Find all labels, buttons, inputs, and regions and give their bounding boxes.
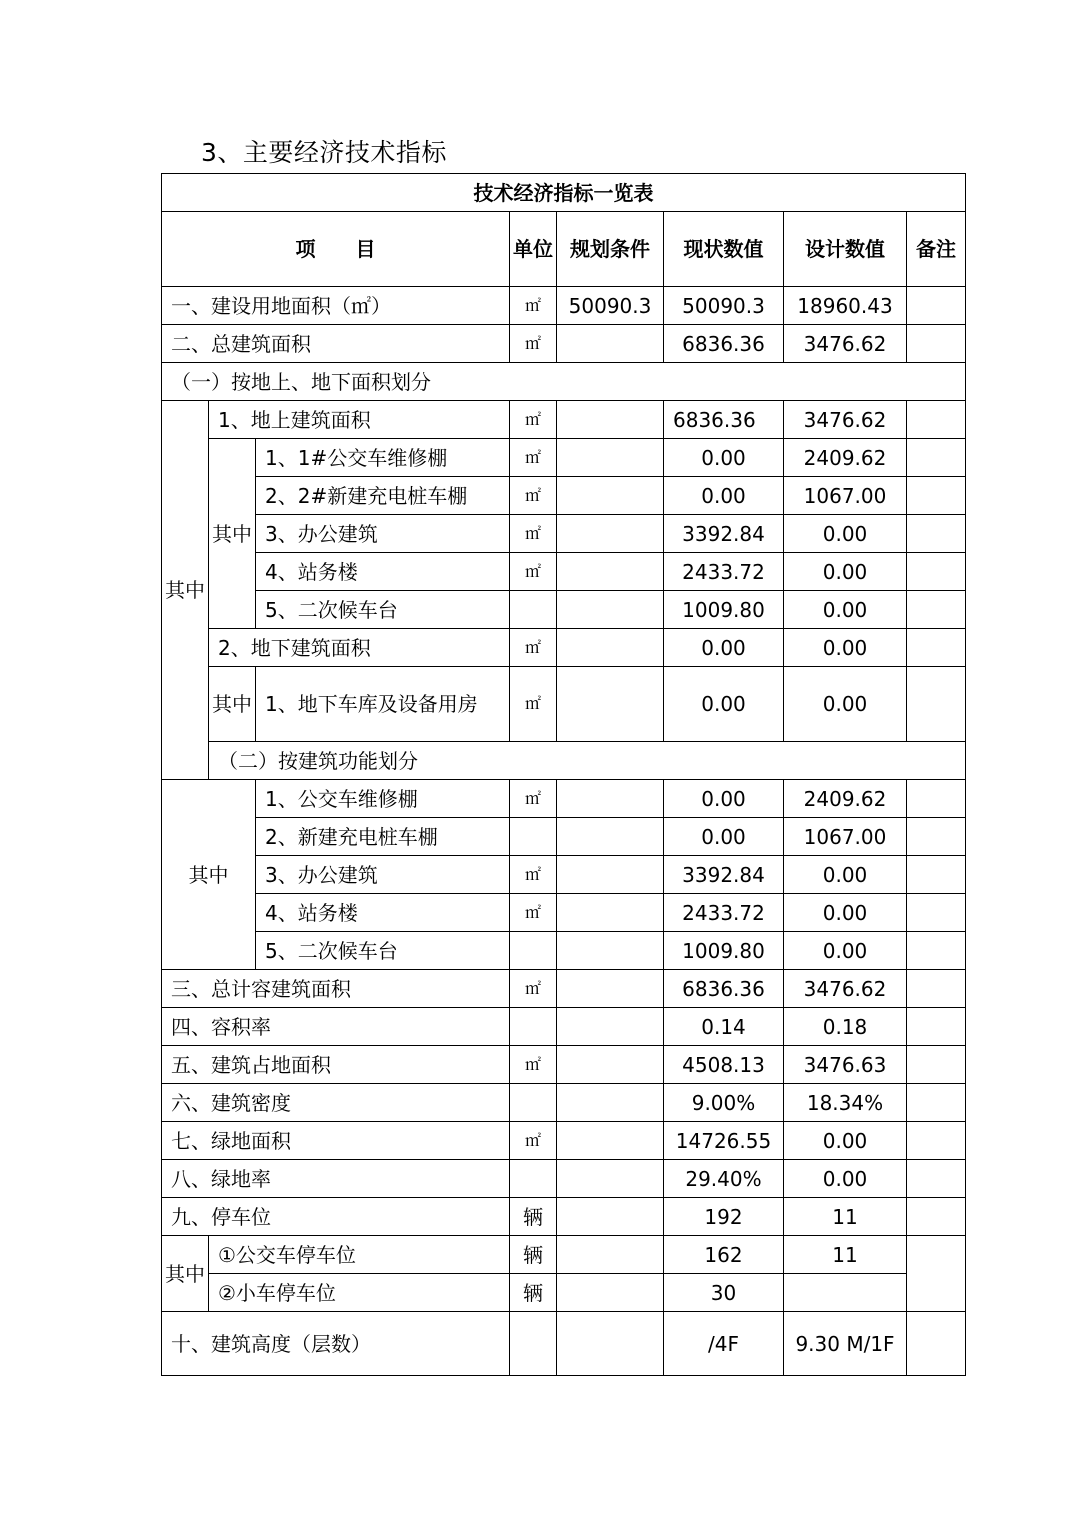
row-label: 3、办公建筑 [256, 515, 510, 553]
row-unit: ㎡ [510, 401, 557, 439]
row-unit: 辆 [510, 1274, 557, 1312]
row-label: 4、站务楼 [256, 894, 510, 932]
table-row [162, 1084, 966, 1122]
row-label: 九、停车位 [162, 1198, 510, 1236]
row-current: 162 [664, 1236, 784, 1274]
table-row [162, 515, 966, 553]
row-label: ①公交车停车位 [209, 1236, 510, 1274]
row-plan [557, 1008, 664, 1046]
table-row [162, 439, 966, 477]
row-design: 11 [784, 1236, 907, 1274]
row-label: 五、建筑占地面积 [162, 1046, 510, 1084]
row-unit: ㎡ [510, 970, 557, 1008]
row-current: 6836.36 [664, 325, 784, 363]
row-unit: ㎡ [510, 515, 557, 553]
row-plan [557, 1312, 664, 1376]
row-design: 1067.00 [784, 818, 907, 856]
table-row [162, 970, 966, 1008]
row-label: 1、1#公交车维修棚 [256, 439, 510, 477]
row-design: 11 [784, 1198, 907, 1236]
row-plan [557, 1274, 664, 1312]
row-plan [557, 1046, 664, 1084]
row-design: 0.18 [784, 1008, 907, 1046]
qizhong-parking-label: 其中 [162, 1236, 209, 1312]
row-note [907, 439, 966, 477]
table-row [162, 325, 966, 363]
row-unit [510, 1008, 557, 1046]
table-title: 技术经济指标一览表 [162, 174, 966, 212]
row-note [907, 1312, 966, 1376]
row-note [907, 1236, 966, 1312]
row-plan [557, 591, 664, 629]
row-label: 1、地下车库及设备用房 [256, 667, 510, 742]
row-design [784, 1274, 907, 1312]
row-plan [557, 1198, 664, 1236]
row-note [907, 1084, 966, 1122]
row-current: 0.14 [664, 1008, 784, 1046]
row-label: 3、办公建筑 [256, 856, 510, 894]
row-design: 0.00 [784, 553, 907, 591]
row-unit: ㎡ [510, 325, 557, 363]
table-row [162, 1046, 966, 1084]
row-unit [510, 932, 557, 970]
row-current: 0.00 [664, 818, 784, 856]
row-design: 1067.00 [784, 477, 907, 515]
qizhong-horizontal-label: 其中 [162, 780, 256, 970]
row-design: 0.00 [784, 591, 907, 629]
row-current: /4F [664, 1312, 784, 1376]
table-row [162, 856, 966, 894]
table-row [162, 894, 966, 932]
row-current: 30 [664, 1274, 784, 1312]
row-note [907, 553, 966, 591]
row-unit [510, 1160, 557, 1198]
row-plan [557, 439, 664, 477]
row-current: 0.00 [664, 780, 784, 818]
row-plan [557, 894, 664, 932]
row-note [907, 515, 966, 553]
row-current: 2433.72 [664, 553, 784, 591]
row-design: 3476.62 [784, 401, 907, 439]
row-unit: ㎡ [510, 439, 557, 477]
row-unit: ㎡ [510, 780, 557, 818]
row-note [907, 780, 966, 818]
qizhong-vertical-label: 其中 [162, 401, 209, 780]
row-current: 0.00 [664, 629, 784, 667]
row-plan [557, 780, 664, 818]
section-label: （二）按建筑功能划分 [209, 742, 966, 780]
row-note [907, 856, 966, 894]
table-row [162, 591, 966, 629]
row-plan [557, 667, 664, 742]
row-unit: ㎡ [510, 894, 557, 932]
row-label: 四、容积率 [162, 1008, 510, 1046]
row-design: 3476.63 [784, 1046, 907, 1084]
row-design: 2409.62 [784, 439, 907, 477]
row-plan [557, 477, 664, 515]
row-design: 0.00 [784, 932, 907, 970]
table-row [162, 477, 966, 515]
header-design: 设计数值 [784, 212, 907, 287]
table-title-row [162, 174, 966, 212]
section-heading: 3、主要经济技术指标 [201, 138, 447, 167]
row-unit: ㎡ [510, 287, 557, 325]
row-note [907, 629, 966, 667]
row-label: 二、总建筑面积 [162, 325, 510, 363]
table-row [162, 818, 966, 856]
row-label: 七、绿地面积 [162, 1122, 510, 1160]
section-row [162, 742, 966, 780]
row-label: 十、建筑高度（层数） [162, 1312, 510, 1376]
row-unit: ㎡ [510, 1046, 557, 1084]
row-unit: 辆 [510, 1198, 557, 1236]
row-note [907, 591, 966, 629]
section-row [162, 363, 966, 401]
row-current: 6836.36 [664, 401, 784, 439]
row-note [907, 970, 966, 1008]
row-plan [557, 856, 664, 894]
table-row [162, 287, 966, 325]
row-current: 9.00% [664, 1084, 784, 1122]
table-row [162, 780, 966, 818]
row-current: 3392.84 [664, 856, 784, 894]
row-design: 2409.62 [784, 780, 907, 818]
indicator-table [161, 173, 966, 1376]
qizhong-sub-label: 其中 [209, 667, 256, 742]
row-label: 三、总计容建筑面积 [162, 970, 510, 1008]
row-note [907, 1122, 966, 1160]
row-note [907, 667, 966, 742]
row-label: 5、二次候车台 [256, 591, 510, 629]
row-note [907, 894, 966, 932]
header-item: 项 目 [162, 212, 510, 287]
row-current: 29.40% [664, 1160, 784, 1198]
row-current: 14726.55 [664, 1122, 784, 1160]
row-plan: 50090.3 [557, 287, 664, 325]
header-unit: 单位 [510, 212, 557, 287]
row-design: 0.00 [784, 515, 907, 553]
row-plan [557, 515, 664, 553]
row-plan [557, 401, 664, 439]
row-note [907, 818, 966, 856]
row-note [907, 932, 966, 970]
row-unit: ㎡ [510, 667, 557, 742]
row-plan [557, 1236, 664, 1274]
row-design: 0.00 [784, 1122, 907, 1160]
row-note [907, 287, 966, 325]
table-row [162, 629, 966, 667]
row-unit: 辆 [510, 1236, 557, 1274]
row-design: 0.00 [784, 629, 907, 667]
row-design: 9.30 M/1F [784, 1312, 907, 1376]
row-design: 3476.62 [784, 325, 907, 363]
row-plan [557, 1122, 664, 1160]
table-row [162, 1160, 966, 1198]
row-current: 4508.13 [664, 1046, 784, 1084]
header-current: 现状数值 [664, 212, 784, 287]
row-label: 1、公交车维修棚 [256, 780, 510, 818]
row-label: 六、建筑密度 [162, 1084, 510, 1122]
row-label: 一、建设用地面积（㎡） [162, 287, 510, 325]
row-current: 0.00 [664, 439, 784, 477]
table-row [162, 1198, 966, 1236]
row-unit [510, 1084, 557, 1122]
row-design: 0.00 [784, 667, 907, 742]
row-plan [557, 629, 664, 667]
row-unit: ㎡ [510, 477, 557, 515]
row-label: 2、地下建筑面积 [209, 629, 510, 667]
row-design: 18.34% [784, 1084, 907, 1122]
row-current: 3392.84 [664, 515, 784, 553]
row-note [907, 1198, 966, 1236]
row-label: ②小车停车位 [209, 1274, 510, 1312]
row-current: 50090.3 [664, 287, 784, 325]
row-current: 0.00 [664, 477, 784, 515]
row-current: 1009.80 [664, 591, 784, 629]
row-label: 4、站务楼 [256, 553, 510, 591]
row-plan [557, 1084, 664, 1122]
row-note [907, 1008, 966, 1046]
table-row [162, 1274, 966, 1312]
row-note [907, 1046, 966, 1084]
row-current: 2433.72 [664, 894, 784, 932]
row-label: 2、2#新建充电桩车棚 [256, 477, 510, 515]
header-row [162, 212, 966, 287]
row-unit: ㎡ [510, 856, 557, 894]
table-row [162, 1312, 966, 1376]
row-plan [557, 932, 664, 970]
row-design: 3476.62 [784, 970, 907, 1008]
row-note [907, 325, 966, 363]
row-unit [510, 818, 557, 856]
row-plan [557, 553, 664, 591]
row-unit: ㎡ [510, 629, 557, 667]
header-note: 备注 [907, 212, 966, 287]
row-note [907, 477, 966, 515]
table-row [162, 553, 966, 591]
row-unit: ㎡ [510, 1122, 557, 1160]
row-plan [557, 325, 664, 363]
row-design: 0.00 [784, 856, 907, 894]
row-unit [510, 591, 557, 629]
qizhong-sub-label: 其中 [209, 439, 256, 629]
row-unit [510, 1312, 557, 1376]
row-current: 192 [664, 1198, 784, 1236]
header-plan: 规划条件 [557, 212, 664, 287]
section-label: （一）按地上、地下面积划分 [162, 363, 966, 401]
row-design: 0.00 [784, 894, 907, 932]
table-row [162, 1008, 966, 1046]
row-note [907, 401, 966, 439]
row-plan [557, 970, 664, 1008]
row-design: 18960.43 [784, 287, 907, 325]
row-plan [557, 1160, 664, 1198]
row-label: 八、绿地率 [162, 1160, 510, 1198]
row-current: 6836.36 [664, 970, 784, 1008]
table-row [162, 1236, 966, 1274]
row-label: 1、地上建筑面积 [209, 401, 510, 439]
row-note [907, 1160, 966, 1198]
table-row [162, 932, 966, 970]
table-row [162, 667, 966, 742]
table-row [162, 401, 966, 439]
row-current: 0.00 [664, 667, 784, 742]
row-label: 2、新建充电桩车棚 [256, 818, 510, 856]
row-design: 0.00 [784, 1160, 907, 1198]
row-plan [557, 818, 664, 856]
row-label: 5、二次候车台 [256, 932, 510, 970]
row-unit: ㎡ [510, 553, 557, 591]
row-current: 1009.80 [664, 932, 784, 970]
table-row [162, 1122, 966, 1160]
